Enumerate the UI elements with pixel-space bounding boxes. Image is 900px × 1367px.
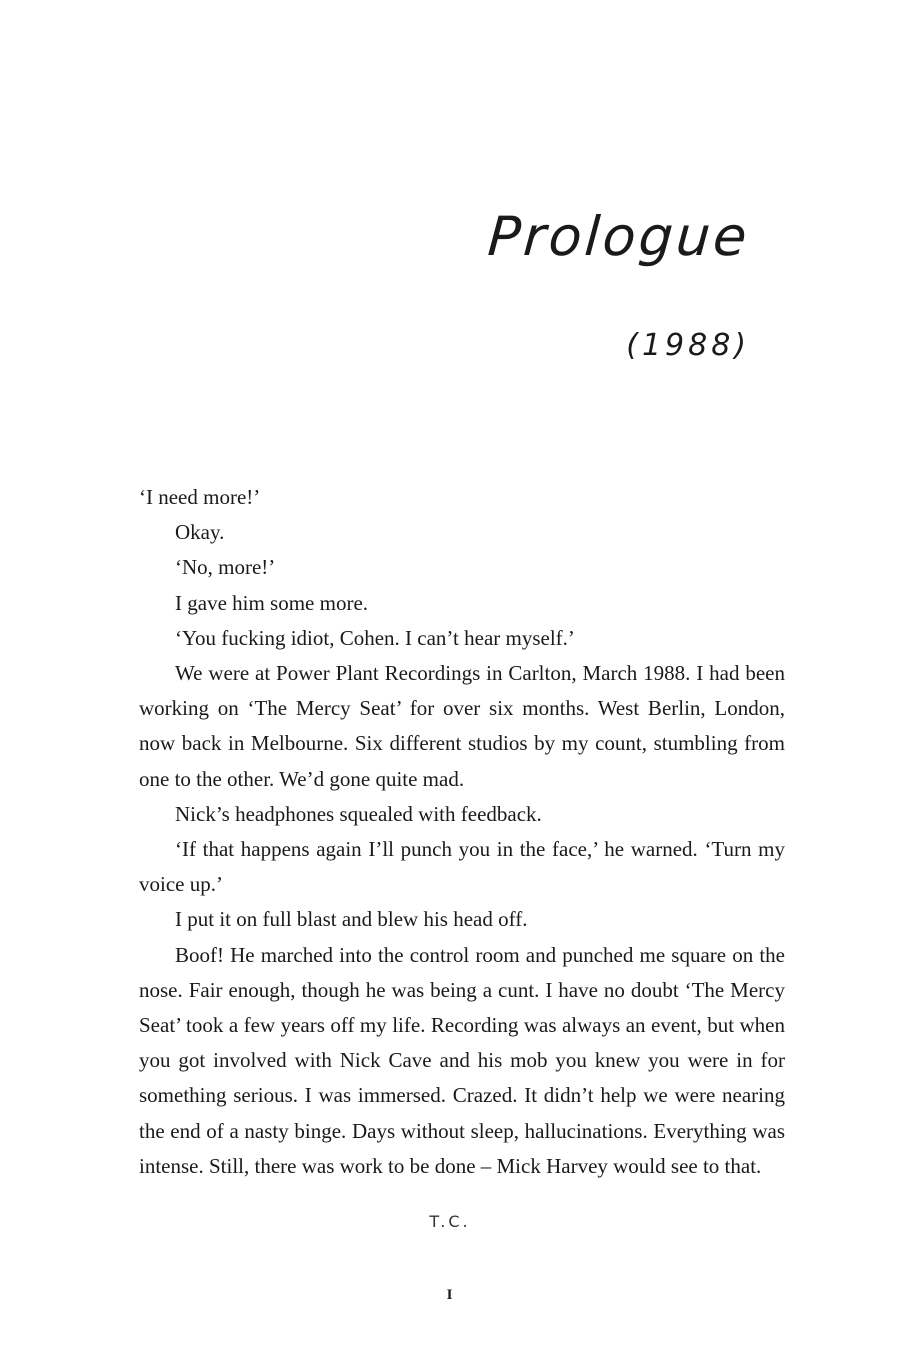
paragraph: Okay. (175, 520, 225, 545)
paragraph: We were at Power Plant Recordings in Carlton, March 1988. I had been working on ‘The Mercy Seat’ for over six months. West Berlin, London, now back in Melbourne. Six different studios by my count, stumbling from one to the other. We’d gone quite mad. (139, 661, 785, 791)
paragraph: ‘You fucking idiot, Cohen. I can’t hear myself.’ (175, 625, 575, 650)
paragraph: Boof! He marched into the control room and punched me square on the nose. Fair enough, though he was being a cunt. I have no doubt ‘The Mercy Seat’ took a few years off my life. Recording was always an event, but when you got involved with Nick Cave and his mob you knew you were in for something serious. I was immersed. Crazed. It didn’t help we were nearing the end of a nasty binge. Days without sleep, hallucinations. Everything was intense. Still, there was work to be done – Mick Harvey would see to that. (139, 942, 785, 1178)
chapter-title: Prologue (486, 205, 753, 268)
paragraph: I gave him some more. (175, 590, 369, 615)
chapter-subtitle: (1988) (626, 328, 750, 363)
body-text (139, 480, 785, 1184)
paragraph: ‘No, more!’ (175, 555, 276, 580)
page-number: I (446, 1287, 454, 1303)
paragraph: Nick’s headphones squealed with feedback. (175, 801, 542, 826)
paragraph: ‘If that happens again I’ll punch you in the face,’ he warned. ‘Turn my voice up.’ (139, 837, 785, 897)
paragraph: I put it on full blast and blew his head off. (175, 907, 528, 932)
signature: T.C. (429, 1212, 471, 1231)
paragraph: ‘I need more!’ (139, 485, 261, 509)
